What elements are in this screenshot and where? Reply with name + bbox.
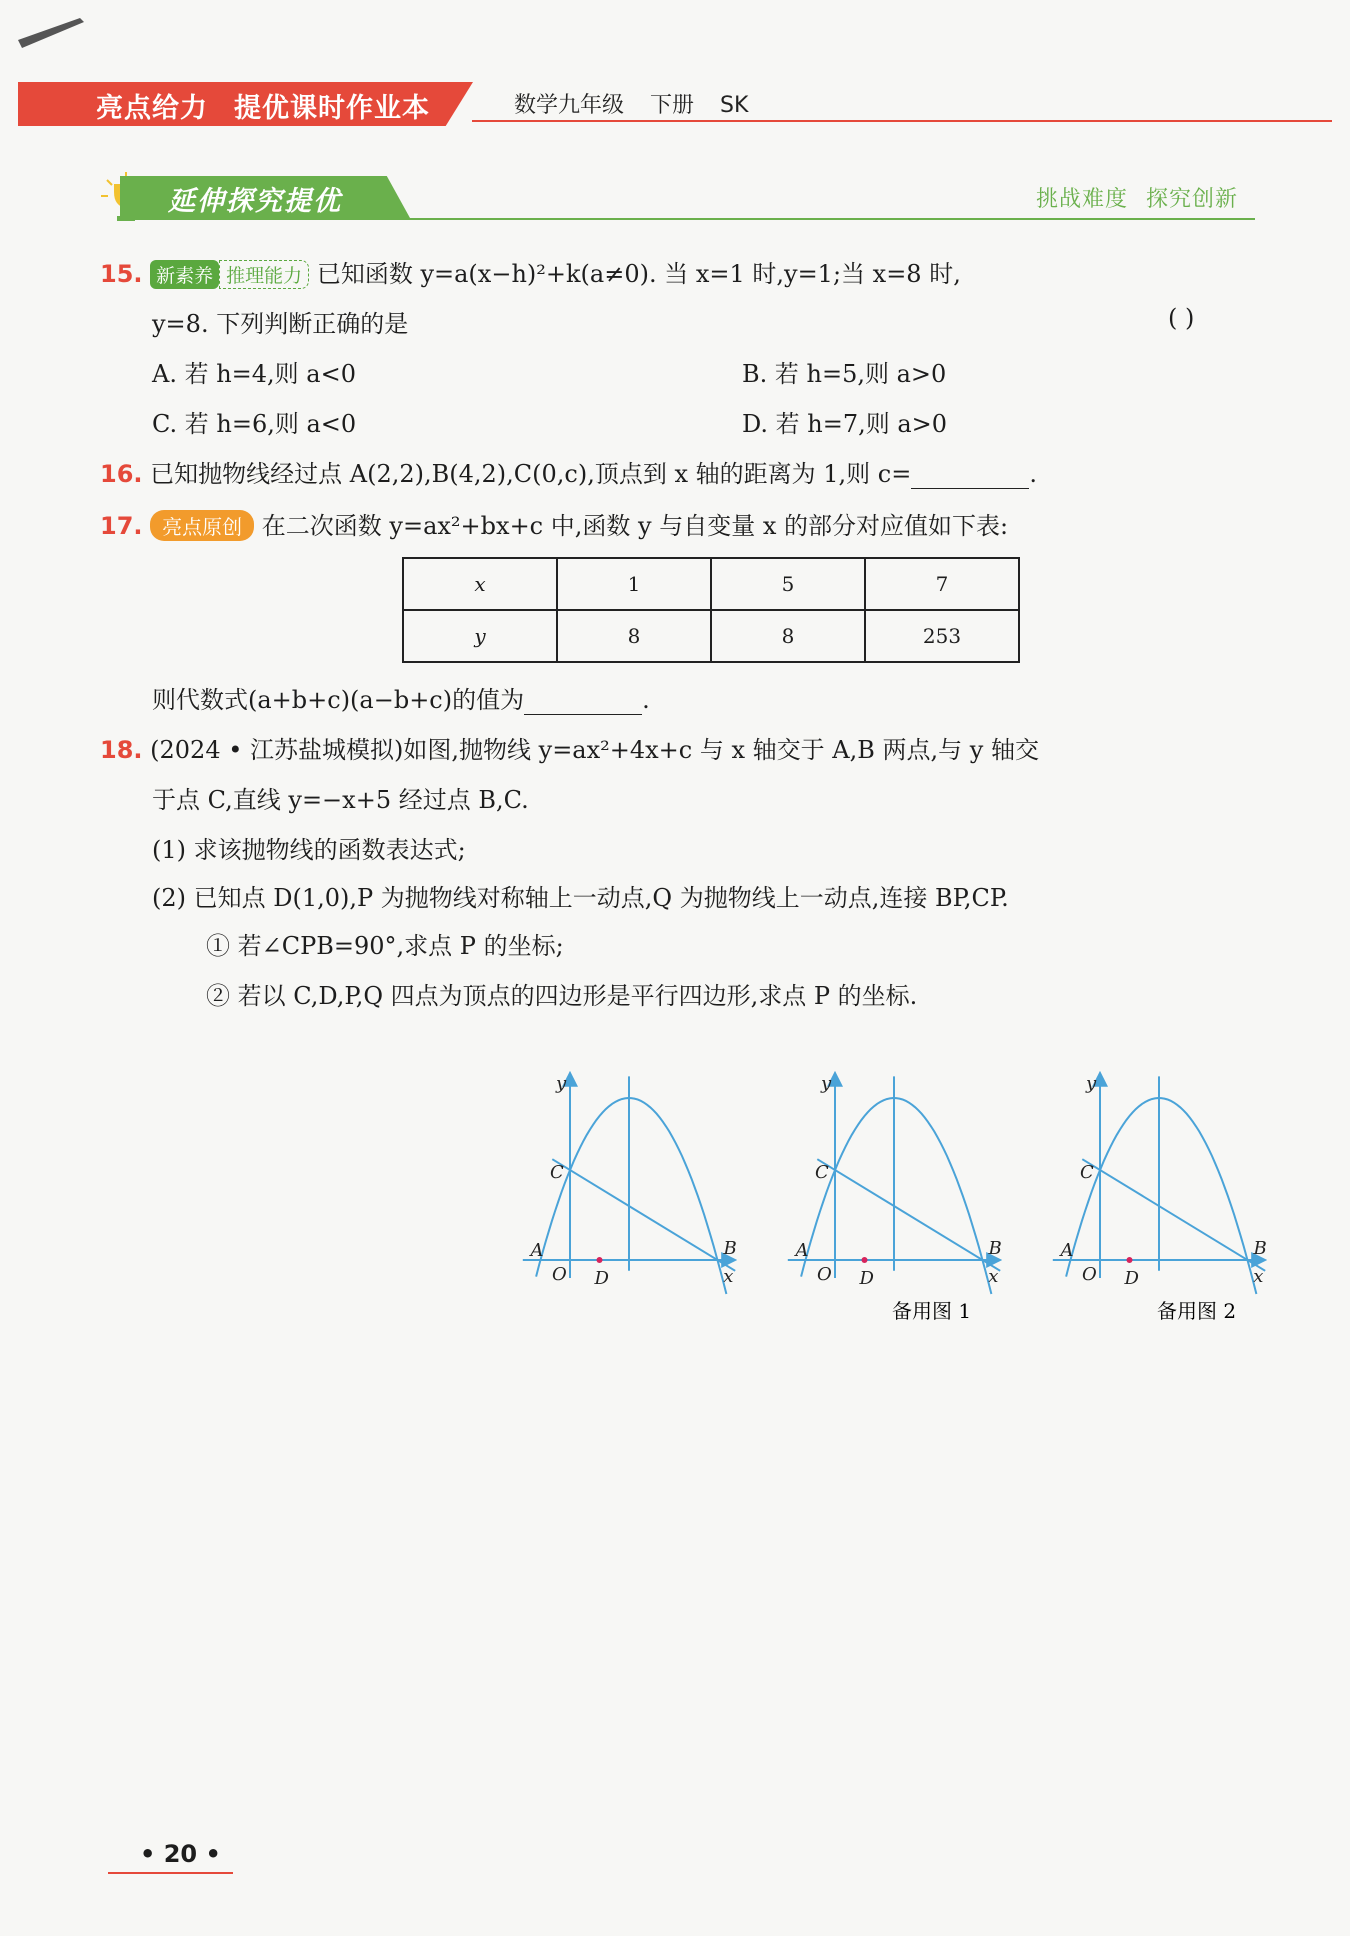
label-a: A [795,1240,809,1261]
q17-value-table [402,557,1020,663]
table-cell: y [403,610,557,662]
label-y: y [821,1073,832,1094]
table-row [403,610,1019,662]
header-subtitle [514,88,774,119]
spare-figure-2 [1053,1073,1267,1294]
header-rule [472,120,1332,122]
label-x: x [988,1266,999,1287]
q17-end: . [642,686,650,714]
q18-line1 [100,730,1039,765]
volume-label: 下册 [650,93,695,118]
q17-answer-blank[interactable] [524,686,642,715]
section-tags [1018,182,1238,213]
q17-after: 则代数式(a+b+c)(a−b+c)的值为 [152,686,525,714]
edition-label: SK [720,93,749,118]
label-b: B [723,1238,737,1259]
line-bc [1082,1159,1265,1271]
point-d [862,1257,868,1263]
main-figure [523,1073,737,1294]
label-y: y [1086,1073,1097,1094]
table-cell: 7 [865,558,1019,610]
footer-rule [108,1872,233,1874]
line-bc [817,1159,1000,1271]
label-b: B [988,1238,1002,1259]
subject-label: 数学九年级 [514,93,625,118]
page-corner [0,0,90,60]
q18-sub2: ② 若以 C,D,P,Q 四点为顶点的四边形是平行四边形,求点 P 的坐标. [206,982,918,1010]
q18-part1: (1) 求该抛物线的函数表达式; [152,836,466,864]
q16 [100,454,1037,489]
section-title: 延伸探究提优 [168,186,342,217]
q15-line1 [100,254,961,289]
q16-end: . [1029,460,1037,488]
point-d [1127,1257,1133,1263]
label-b: B [1253,1238,1267,1259]
q18-sub1: ① 若∠CPB=90°,求点 P 的坐标; [206,932,564,960]
q18-number: 18. [100,736,143,764]
label-c: C [550,1162,564,1183]
section-tag-1: 挑战难度 [1036,187,1129,212]
table-cell: 8 [557,610,711,662]
q16-stem: 已知抛物线经过点 A(2,2),B(4,2),C(0,c),顶点到 x 轴的距离为 1,则 c= [150,460,912,488]
q15-option-a: A. 若 h=4,则 a<0 [152,360,356,388]
point-d [597,1257,603,1263]
table-cell: 5 [711,558,865,610]
caption-spare-1: 备用图 1 [892,1299,972,1320]
table-row [403,558,1019,610]
section-rule [120,218,1255,220]
q15-answer-paren: ( ) [1168,304,1195,332]
label-d: D [1124,1268,1139,1289]
brand-label: 亮点给力 [96,93,208,124]
q15-badge-literacy: 新素养 [150,260,219,289]
q15-number: 15. [100,260,143,288]
q17-number: 17. [100,512,143,540]
section-tag-2: 探究创新 [1146,187,1239,212]
table-cell: 8 [711,610,865,662]
table-cell: 1 [557,558,711,610]
q18-stem2: 于点 C,直线 y=−x+5 经过点 B,C. [152,786,529,814]
q15-stem1: 已知函数 y=a(x−h)²+k(a≠0). 当 x=1 时,y=1;当 x=8 时, [316,260,961,288]
label-y: y [556,1073,567,1094]
book-label: 提优课时作业本 [234,93,430,124]
label-o: O [552,1264,567,1285]
q18-figures [520,1020,1280,1320]
q15-option-c: C. 若 h=6,则 a<0 [152,410,357,438]
label-a: A [530,1240,544,1261]
table-cell: 253 [865,610,1019,662]
label-a: A [1060,1240,1074,1261]
q15-option-b: B. 若 h=5,则 a>0 [742,360,947,388]
q15-badge-reasoning: 推理能力 [219,260,309,289]
label-d: D [594,1268,609,1289]
label-o: O [1082,1264,1097,1285]
label-d: D [859,1268,874,1289]
q18-stem1: (2024 • 江苏盐城模拟)如图,抛物线 y=ax²+4x+c 与 x 轴交于 A,B 两点,与 y 轴交 [150,736,1039,764]
header-title [96,86,456,125]
q17 [100,506,1008,541]
q17-stem: 在二次函数 y=ax²+bx+c 中,函数 y 与自变量 x 的部分对应值如下表: [261,512,1009,540]
q17-question [152,680,650,715]
caption-spare-2: 备用图 2 [1157,1299,1237,1320]
spare-figure-1 [788,1073,1002,1294]
line-bc [552,1159,735,1271]
q16-number: 16. [100,460,143,488]
label-x: x [1253,1266,1264,1287]
label-o: O [817,1264,832,1285]
q17-badge-original: 亮点原创 [150,510,254,541]
label-c: C [815,1162,829,1183]
q18-part2: (2) 已知点 D(1,0),P 为抛物线对称轴上一动点,Q 为抛物线上一动点,连接 BP,CP. [152,884,1009,912]
q15-stem2: y=8. 下列判断正确的是 [152,310,409,338]
table-cell: x [403,558,557,610]
label-x: x [723,1266,734,1287]
page-number: • 20 • [140,1840,221,1868]
q15-option-d: D. 若 h=7,则 a>0 [742,410,948,438]
q16-answer-blank[interactable] [911,460,1029,489]
label-c: C [1080,1162,1094,1183]
